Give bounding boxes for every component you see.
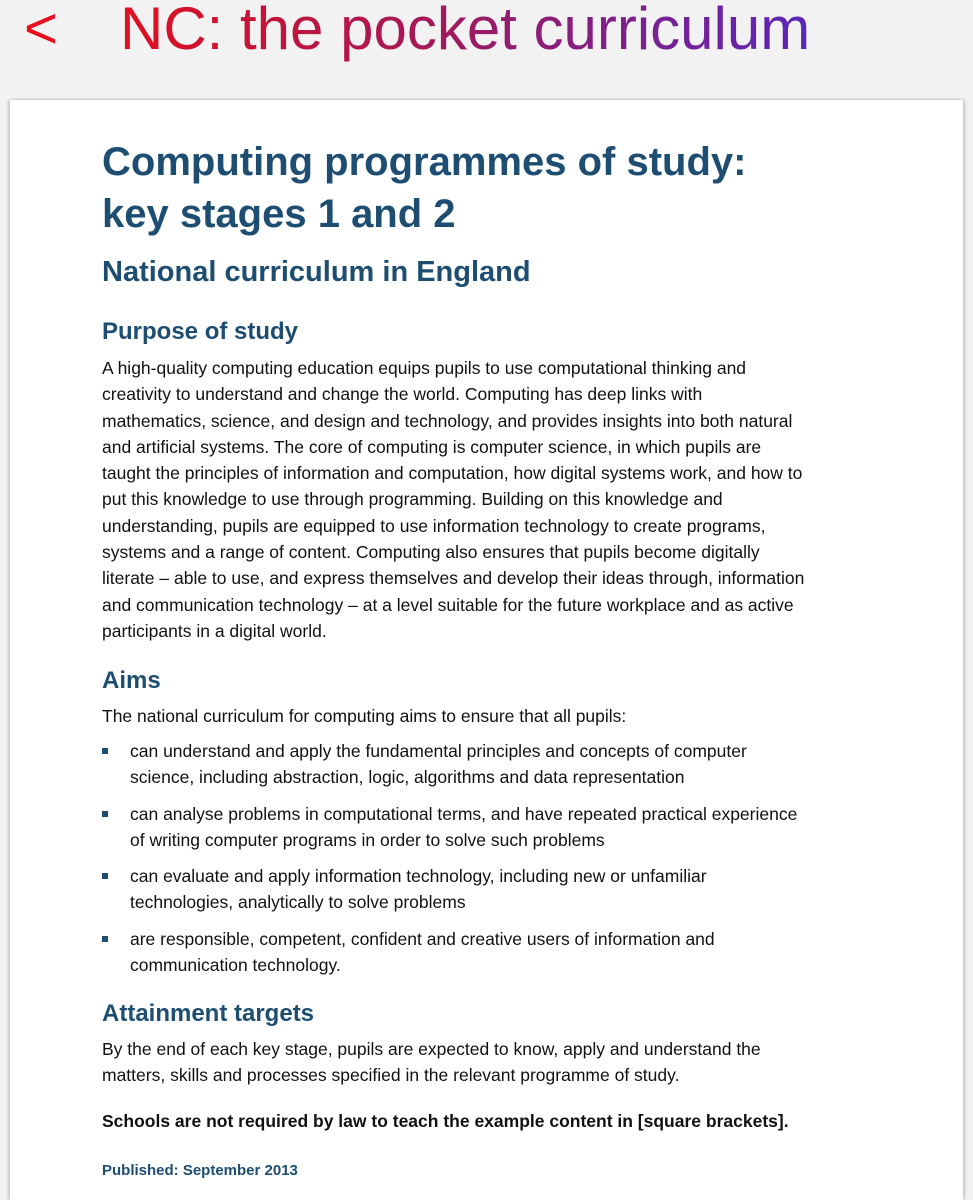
aim-line: communication technology. bbox=[130, 954, 341, 975]
purpose-heading: Purpose of study bbox=[102, 318, 299, 345]
purpose-line: understanding, pupils are equipped to use information technology to create programs, bbox=[102, 515, 766, 536]
square-bullet-icon bbox=[102, 936, 108, 942]
app-title: NC: the pocket curriculum bbox=[120, 0, 810, 64]
aim-line: are responsible, competent, confident and creative users of information and bbox=[130, 928, 715, 949]
purpose-line: literate – able to use, and express themselves and develop their ideas through, information bbox=[102, 568, 805, 589]
aims-heading: Aims bbox=[102, 667, 161, 694]
purpose-line: creativity to understand and change the world. Computing has deep links with bbox=[102, 384, 703, 405]
aim-line: technologies, analytically to solve problems bbox=[130, 892, 466, 913]
aim-line: can analyse problems in computational terms, and have repeated practical experience bbox=[130, 803, 798, 824]
purpose-line: A high-quality computing education equips pupils to use computational thinking and bbox=[102, 358, 747, 378]
purpose-line: mathematics, science, and design and technology, and provides insights into both natural bbox=[102, 410, 793, 431]
document-page[interactable] bbox=[10, 100, 963, 1200]
document-title-line-1: Computing programmes of study: bbox=[102, 140, 747, 184]
aims-list-item bbox=[102, 738, 882, 801]
purpose-paragraph bbox=[102, 355, 882, 644]
square-bullet-icon bbox=[102, 748, 108, 754]
aim-line: can understand and apply the fundamental principles and concepts of computer bbox=[130, 741, 747, 761]
aims-intro: The national curriculum for computing aims to ensure that all pupils: bbox=[102, 706, 627, 726]
purpose-line: and artificial systems. The core of computing is computer science, in which pupils are bbox=[102, 436, 762, 457]
attainment-line: matters, skills and processes specified in the relevant programme of study. bbox=[102, 1065, 680, 1086]
aims-list-item bbox=[102, 926, 882, 989]
square-bullet-icon bbox=[102, 811, 108, 817]
attainment-paragraph bbox=[102, 1036, 882, 1089]
purpose-line: taught the principles of information and computation, how digital systems work, and how to bbox=[102, 463, 803, 484]
aim-line: of writing computer programs in order to solve such problems bbox=[130, 829, 605, 850]
aim-line: science, including abstraction, logic, algorithms and data representation bbox=[130, 767, 685, 788]
legal-note: Schools are not required by law to teach the example content in [square brackets]. bbox=[102, 1111, 789, 1131]
published-date: Published: September 2013 bbox=[102, 1162, 298, 1179]
aims-list-item bbox=[102, 801, 882, 864]
document-subtitle: National curriculum in England bbox=[102, 256, 531, 288]
app-header bbox=[0, 0, 973, 100]
document-title-line-2: key stages 1 and 2 bbox=[102, 192, 456, 236]
aims-list bbox=[102, 738, 882, 988]
aim-line: can evaluate and apply information technology, including new or unfamiliar bbox=[130, 866, 707, 886]
back-button[interactable]: < bbox=[24, 0, 58, 61]
aims-list-item bbox=[102, 863, 882, 926]
attainment-line: By the end of each key stage, pupils are expected to know, apply and understand the bbox=[102, 1039, 761, 1059]
purpose-line: and communication technology – at a level suitable for the future workplace and as active bbox=[102, 594, 794, 615]
purpose-line: systems and a range of content. Computing also ensures that pupils become digitally bbox=[102, 542, 760, 563]
attainment-heading: Attainment targets bbox=[102, 1000, 315, 1027]
purpose-line: participants in a digital world. bbox=[102, 620, 327, 641]
purpose-line: put this knowledge to use through programming. Building on this knowledge and bbox=[102, 489, 723, 510]
square-bullet-icon bbox=[102, 873, 108, 879]
document-title bbox=[102, 136, 746, 240]
